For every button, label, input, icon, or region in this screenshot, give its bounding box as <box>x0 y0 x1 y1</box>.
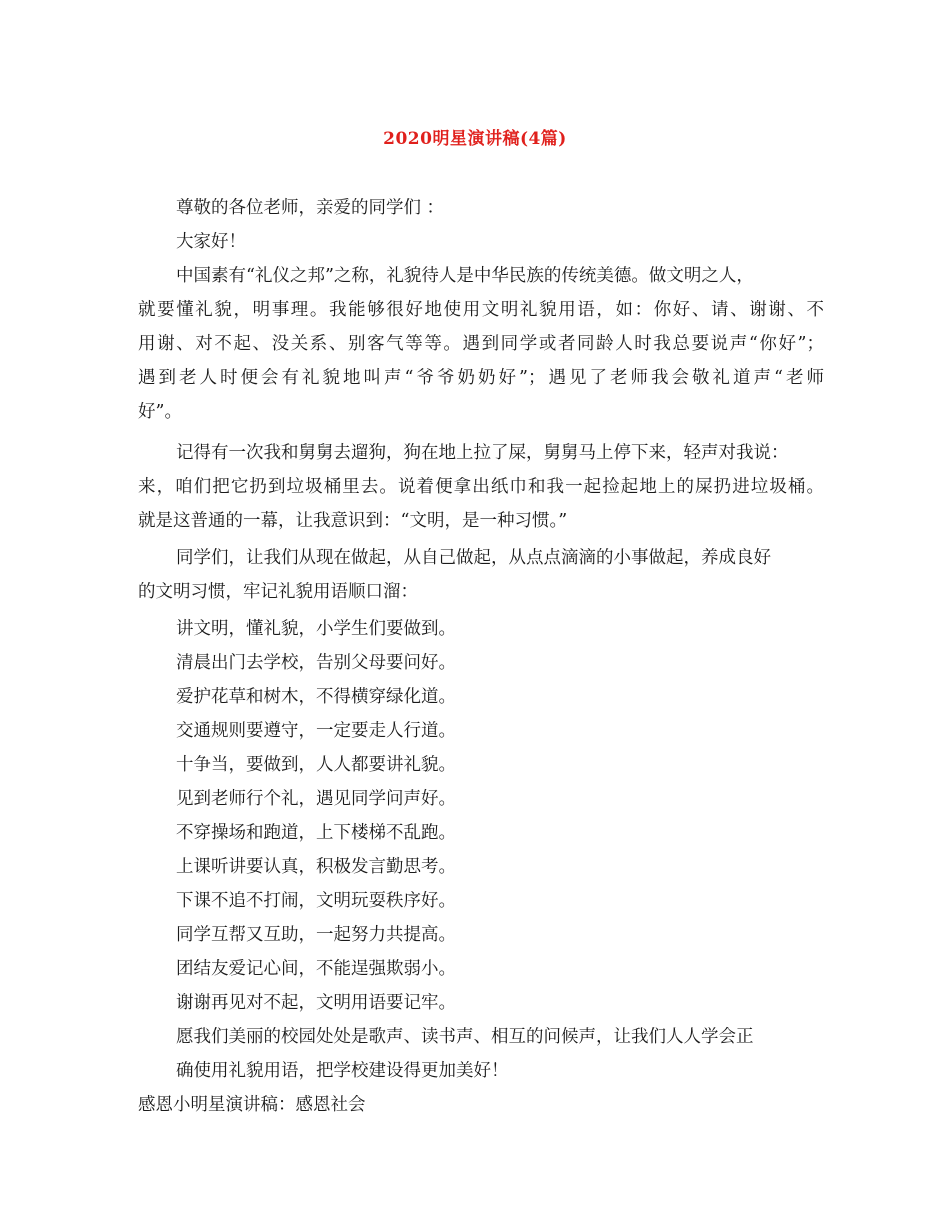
body-line: 就要懂礼貌，明事理。我能够很好地使用文明礼貌用语，如：你好、请、谢谢、不 <box>138 300 824 320</box>
body-line: 同学们，让我们从现在做起，从自己做起，从点点滴滴的小事做起，养成良好 <box>176 548 771 568</box>
section-heading: 感恩小明星演讲稿：感恩社会 <box>138 1095 366 1115</box>
rhyme-line: 下课不追不打闹，文明玩耍秩序好。 <box>176 891 456 911</box>
closing-line: 确使用礼貌用语，把学校建设得更加美好！ <box>176 1061 509 1081</box>
rhyme-line: 讲文明，懂礼貌，小学生们要做到。 <box>176 619 456 639</box>
body-line: 记得有一次我和舅舅去遛狗，狗在地上拉了屎，舅舅马上停下来，轻声对我说： <box>176 443 789 463</box>
document-title: 2020明星演讲稿(4篇) <box>383 129 567 149</box>
rhyme-line: 不穿操场和跑道，上下楼梯不乱跑。 <box>176 823 456 843</box>
body-line: 来，咱们把它扔到垃圾桶里去。说着便拿出纸巾和我一起捡起地上的屎扔进垃圾桶。 <box>138 477 824 497</box>
body-line: 的文明习惯，牢记礼貌用语顺口溜： <box>138 582 418 602</box>
rhyme-line: 十争当，要做到，人人都要讲礼貌。 <box>176 755 456 775</box>
rhyme-line: 团结友爱记心间，不能逞强欺弱小。 <box>176 959 456 979</box>
greeting-line: 大家好！ <box>176 232 246 252</box>
rhyme-line: 同学互帮又互助，一起努力共提高。 <box>176 925 456 945</box>
rhyme-line: 交通规则要遵守，一定要走人行道。 <box>176 721 456 741</box>
body-line: 中国素有“礼仪之邦”之称，礼貌待人是中华民族的传统美德。做文明之人， <box>176 266 754 286</box>
body-line: 就是这普通的一幕，让我意识到：“文明，是一种习惯。” <box>138 511 568 531</box>
closing-line: 愿我们美丽的校园处处是歌声、读书声、相互的问候声，让我们人人学会正 <box>176 1027 754 1047</box>
salutation-line: 尊敬的各位老师，亲爱的同学们 ： <box>176 198 445 218</box>
body-line: 好”。 <box>138 402 182 422</box>
rhyme-line: 爱护花草和树木，不得横穿绿化道。 <box>176 687 456 707</box>
rhyme-line: 上课听讲要认真，积极发言勤思考。 <box>176 857 456 877</box>
body-line: 遇到老人时便会有礼貌地叫声“爷爷奶奶好”；遇见了老师我会敬礼道声“老师 <box>138 368 824 388</box>
body-line: 用谢、对不起、没关系、别客气等等。遇到同学或者同龄人时我总要说声“你好”； <box>138 334 824 354</box>
rhyme-line: 见到老师行个礼，遇见同学问声好。 <box>176 789 456 809</box>
rhyme-line: 清晨出门去学校，告别父母要问好。 <box>176 653 456 673</box>
rhyme-line: 谢谢再见对不起，文明用语要记牢。 <box>176 993 456 1013</box>
